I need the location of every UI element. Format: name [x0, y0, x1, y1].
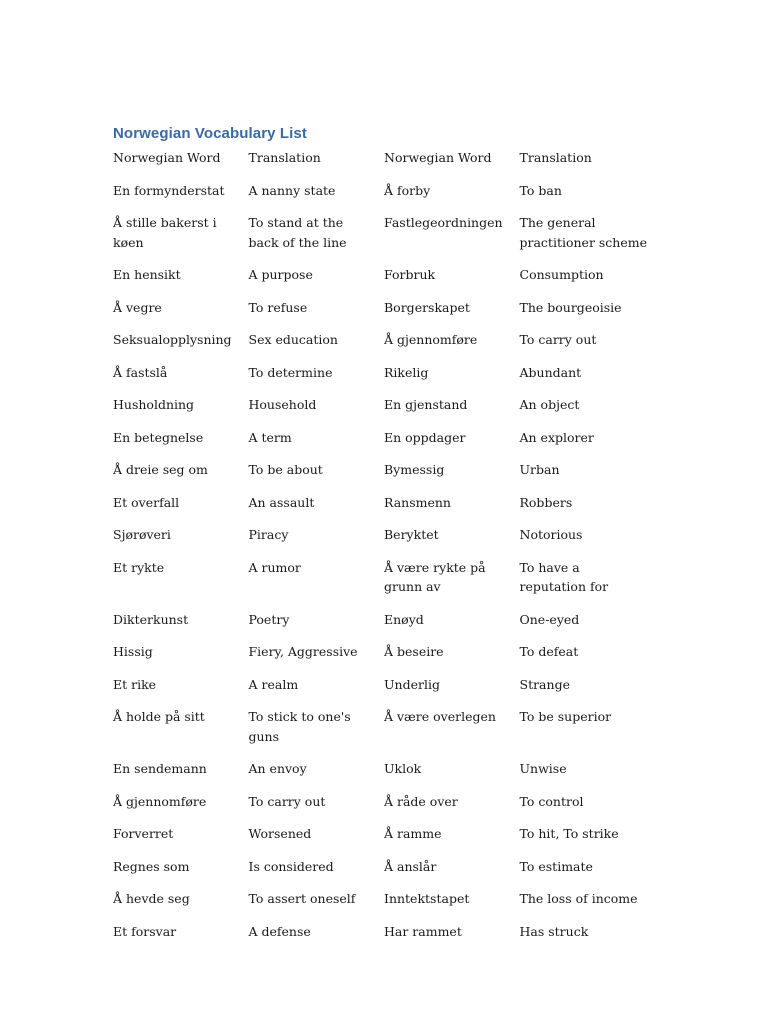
translation-cell: To estimate [519, 858, 593, 874]
translation-cell: To hit, To strike [519, 826, 619, 841]
table-row [109, 641, 651, 674]
norwegian-word-cell: En gjenstand [384, 397, 468, 412]
norwegian-word-cell: Rikelig [384, 364, 429, 380]
table-row [109, 758, 651, 791]
table-row [109, 492, 651, 525]
norwegian-word-cell: Å vegre [113, 299, 162, 315]
translation-cell: An assault [248, 494, 315, 510]
norwegian-word-cell: Å ramme [384, 826, 442, 841]
norwegian-word-cell: Å stille bakerst i køen [113, 215, 217, 250]
norwegian-word-cell: Inntektstapet [384, 891, 470, 906]
translation-cell: To refuse [248, 299, 308, 315]
norwegian-word-cell: Uklok [384, 761, 422, 776]
norwegian-word-cell: En formynderstat [113, 182, 225, 198]
norwegian-word-cell: Å anslår [384, 858, 437, 874]
norwegian-word-cell: Ransmenn [384, 494, 451, 510]
translation-cell: To carry out [519, 332, 597, 347]
table-row [109, 856, 651, 889]
norwegian-word-cell: Et forsvar [113, 923, 177, 939]
norwegian-word-cell: Et rykte [113, 559, 165, 575]
translation-cell: To determine [248, 364, 333, 380]
norwegian-word-cell: Et overfall [113, 494, 180, 510]
translation-cell: To be superior [519, 709, 612, 724]
translation-cell: To stick to one's guns [248, 709, 351, 744]
norwegian-word-cell: Husholdning [113, 397, 195, 412]
page-title: Norwegian Vocabulary List [113, 125, 307, 142]
header-translation-2: Translation [519, 150, 592, 165]
translation-cell: A term [248, 429, 292, 445]
translation-cell: The general practitioner scheme [519, 215, 648, 250]
vocabulary-table [109, 147, 651, 953]
translation-cell: To defeat [519, 644, 579, 659]
table-row [109, 459, 651, 492]
translation-cell: Poetry [248, 611, 290, 627]
norwegian-word-cell: Å fastslå [113, 364, 168, 380]
translation-cell: To control [519, 793, 584, 809]
norwegian-word-cell: Å holde på sitt [113, 709, 205, 724]
translation-cell: Sex education [248, 332, 338, 347]
norwegian-word-cell: Regnes som [113, 858, 190, 874]
norwegian-word-cell: Å dreie seg om [113, 462, 208, 477]
norwegian-word-cell: Å hevde seg [113, 891, 190, 906]
norwegian-word-cell: Forbruk [384, 267, 436, 282]
table-row [109, 394, 651, 427]
translation-cell: Piracy [248, 527, 289, 542]
table-row [109, 524, 651, 557]
norwegian-word-cell: Å forby [384, 182, 431, 198]
table-row [109, 180, 651, 213]
norwegian-word-cell: En betegnelse [113, 429, 204, 445]
translation-cell: A defense [248, 923, 311, 939]
translation-cell: Abundant [519, 364, 582, 380]
translation-cell: The bourgeoisie [519, 299, 622, 315]
table-header-row [109, 147, 651, 180]
translation-cell: An envoy [248, 761, 307, 776]
translation-cell: A rumor [248, 559, 301, 575]
translation-cell: To be about [248, 462, 323, 477]
table-row [109, 706, 651, 758]
header-norwegian-word-1: Norwegian Word [113, 150, 221, 165]
translation-cell: Has struck [519, 923, 589, 939]
norwegian-word-cell: Et rike [113, 676, 157, 692]
translation-cell: A nanny state [248, 182, 336, 198]
translation-cell: Robbers [519, 494, 573, 510]
norwegian-word-cell: En sendemann [113, 761, 207, 776]
norwegian-word-cell: Å gjennomføre [384, 332, 478, 347]
translation-cell: A purpose [248, 267, 313, 282]
norwegian-word-cell: Å beseire [384, 644, 444, 659]
translation-cell: An explorer [519, 429, 594, 445]
table-row [109, 427, 651, 460]
translation-cell: One-eyed [519, 611, 580, 627]
header-norwegian-word-2: Norwegian Word [384, 150, 492, 165]
translation-cell: Household [248, 397, 317, 412]
norwegian-word-cell: Å være rykte på grunn av [384, 559, 486, 594]
norwegian-word-cell: Hissig [113, 644, 153, 659]
norwegian-word-cell: Borgerskapet [384, 299, 470, 315]
table-row [109, 823, 651, 856]
translation-cell: An object [519, 397, 580, 412]
table-row [109, 212, 651, 264]
translation-cell: Unwise [519, 761, 567, 776]
translation-cell: Strange [519, 676, 570, 692]
norwegian-word-cell: Fastlegeordningen [384, 215, 503, 230]
translation-cell: Notorious [519, 527, 583, 542]
norwegian-word-cell: Forverret [113, 826, 174, 841]
table-row [109, 264, 651, 297]
norwegian-word-cell: Har rammet [384, 923, 462, 939]
translation-cell: To assert oneself [248, 891, 356, 906]
norwegian-word-cell: Å gjennomføre [113, 793, 207, 809]
table-row [109, 329, 651, 362]
norwegian-word-cell: Å råde over [384, 793, 458, 809]
norwegian-word-cell: Underlig [384, 676, 440, 692]
norwegian-word-cell: Beryktet [384, 527, 439, 542]
norwegian-word-cell: Dikterkunst [113, 611, 189, 627]
table-row [109, 674, 651, 707]
translation-cell: The loss of income [519, 891, 638, 906]
table-row [109, 609, 651, 642]
table-row [109, 921, 651, 954]
norwegian-word-cell: Enøyd [384, 611, 424, 627]
norwegian-word-cell: Seksualopplysning [113, 332, 232, 347]
translation-cell: To stand at the back of the line [248, 215, 347, 250]
table-row [109, 297, 651, 330]
translation-cell: A realm [248, 676, 299, 692]
translation-cell: To ban [519, 182, 562, 198]
translation-cell: Fiery, Aggressive [248, 644, 358, 659]
translation-cell: Worsened [248, 826, 312, 841]
table-row [109, 888, 651, 921]
norwegian-word-cell: Å være overlegen [384, 709, 496, 724]
norwegian-word-cell: En hensikt [113, 267, 181, 282]
translation-cell: To carry out [248, 793, 326, 809]
header-translation-1: Translation [248, 150, 321, 165]
table-row [109, 362, 651, 395]
translation-cell: Urban [519, 462, 560, 477]
table-row [109, 557, 651, 609]
translation-cell: Is considered [248, 858, 334, 874]
norwegian-word-cell: En oppdager [384, 429, 466, 445]
norwegian-word-cell: Sjørøveri [113, 527, 171, 542]
translation-cell: Consumption [519, 267, 604, 282]
translation-cell: To have a reputation for [519, 559, 609, 594]
norwegian-word-cell: Bymessig [384, 462, 445, 477]
table-row [109, 791, 651, 824]
